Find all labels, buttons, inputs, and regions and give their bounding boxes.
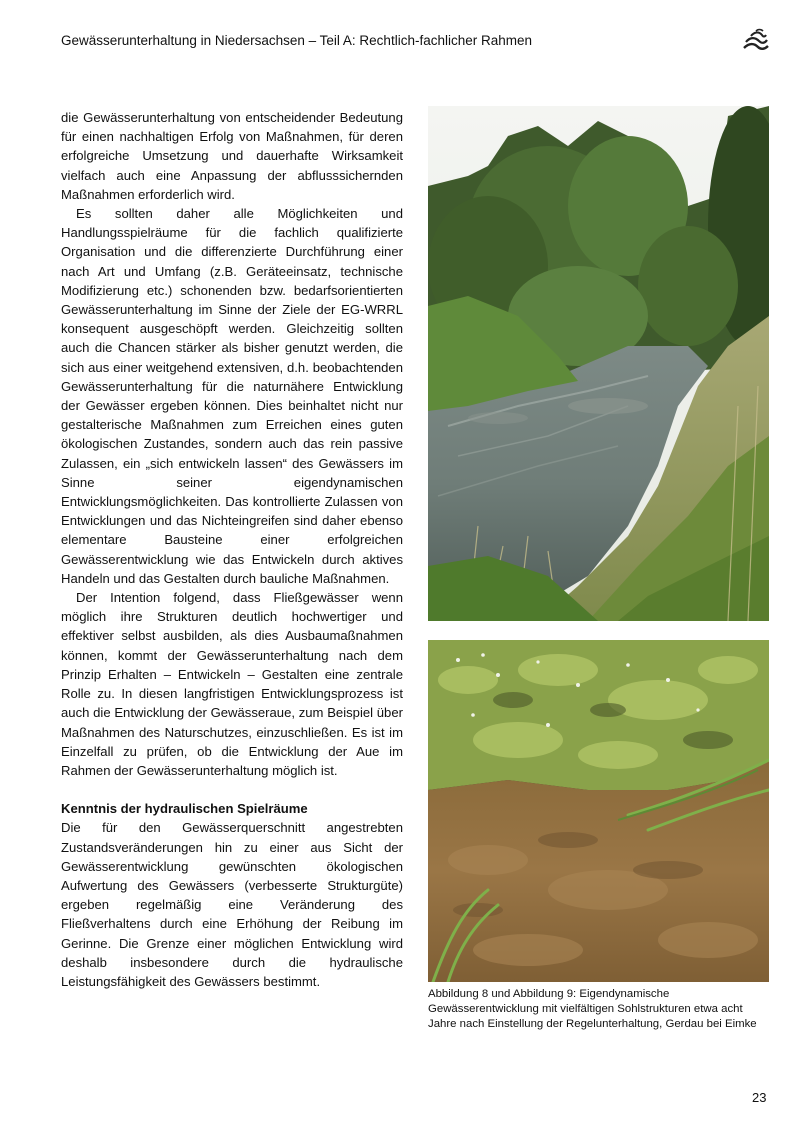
page-number: 23 bbox=[752, 1090, 767, 1105]
riverbed-photo bbox=[428, 640, 769, 982]
section-heading: Kenntnis der hydraulischen Spielräume bbox=[61, 801, 308, 817]
paragraph-continued: die Gewässerunterhaltung von entscheidender Bedeutung für einen nachhaltigen Erfolg von Maßnahmen, für deren erfolgreiche Umsetzung und dauerhafte Wirksamkeit vielfach auch eine Anpassung der abflusssichernden Maßnahmen erforderlich wird. bbox=[61, 110, 403, 202]
paragraph: Der Intention folgend, dass Fließgewässer wenn möglich ihre Strukturen deutlich hochwertiger und effektiver selbst ausbilden, als dies Ausbaumaßnahmen können, kommt der Gewässerunterhaltung nach dem Prinzip Erhalten – Entwickeln – Gestalten eine zentrale Rolle zu. In diesen langfristigen Entwicklungsprozess ist auch die Entwicklung der Gewässeraue, zum Beispiel über Maßnahmen des Naturschutzes, einzuschließen. Es ist im Einzelfall zu prüfen, ob die Entwicklung der Aue im Rahmen der Gewässerunterhaltung möglich ist. bbox=[61, 590, 403, 778]
wave-logo-icon bbox=[742, 28, 770, 52]
river-photo bbox=[428, 106, 769, 621]
paragraph: Die für den Gewässerquerschnitt angestrebten Zustandsveränderungen hin zu einer aus Sicht der Gewässerentwicklung gewünschten ökologischen Aufwertung des Gewässers (verbesserte Strukturgüte) ergeben regelmäßig eine Veränderung des Fließverhaltens durch eine Erhöhung der Reibung im Gerinne. Die Grenze einer möglichen Entwicklung wird deshalb insbesondere durch die hydraulische Leistungsfähigkeit des Gewässers bestimmt. bbox=[61, 820, 403, 989]
figure-caption: Abbildung 8 und Abbildung 9: Eigendynamische Gewässerentwicklung mit vielfältigen Sohlstrukturen etwa acht Jahre nach Einstellung der Regelunterhaltung, Gerdau bei Eimke bbox=[428, 988, 757, 1031]
body-text-column bbox=[61, 108, 403, 991]
paragraph: Es sollten daher alle Möglichkeiten und Handlungsspielräume für die fachlich qualifizierte Organisation und die differenzierte Durchführung einer nach Art und Umfang (z.B. Geräteeinsatz, technische Modifizierung etc.) schonenden bzw. bedarfsorientierten Gewässerunterhaltung im Sinne der Ziele der EG-WRRL konsequent ausgeschöpft werden. Gleichzeitig sollten auch die Chancen stärker als bisher genutzt werden, die sich aus einer weitgehend extensiven, d.h. beobachtenden Gewässerunterhaltung für die naturnähere Entwicklung der Gewässer ergeben können. Dies beinhaltet nicht nur gestalterische Maßnahmen zum Erreichen eines guten ökologischen Zustandes, sondern auch das rein passive Zulassen, ein „sich entwickeln lassen“ des Gewässers im Sinne seiner eigendynamischen Entwicklungsmöglichkeiten. Das kontrollierte Zulassen von Entwicklungen und das Nichteingreifen sind daher ebenso elementare Bausteine einer erfolgreichen Gewässerentwicklung wie das Entwickeln durch aktives Handeln und das Gestalten durch bauliche Maßnahmen. bbox=[61, 206, 403, 586]
running-header: Gewässerunterhaltung in Niedersachsen – Teil A: Rechtlich-fachlicher Rahmen bbox=[61, 33, 532, 48]
